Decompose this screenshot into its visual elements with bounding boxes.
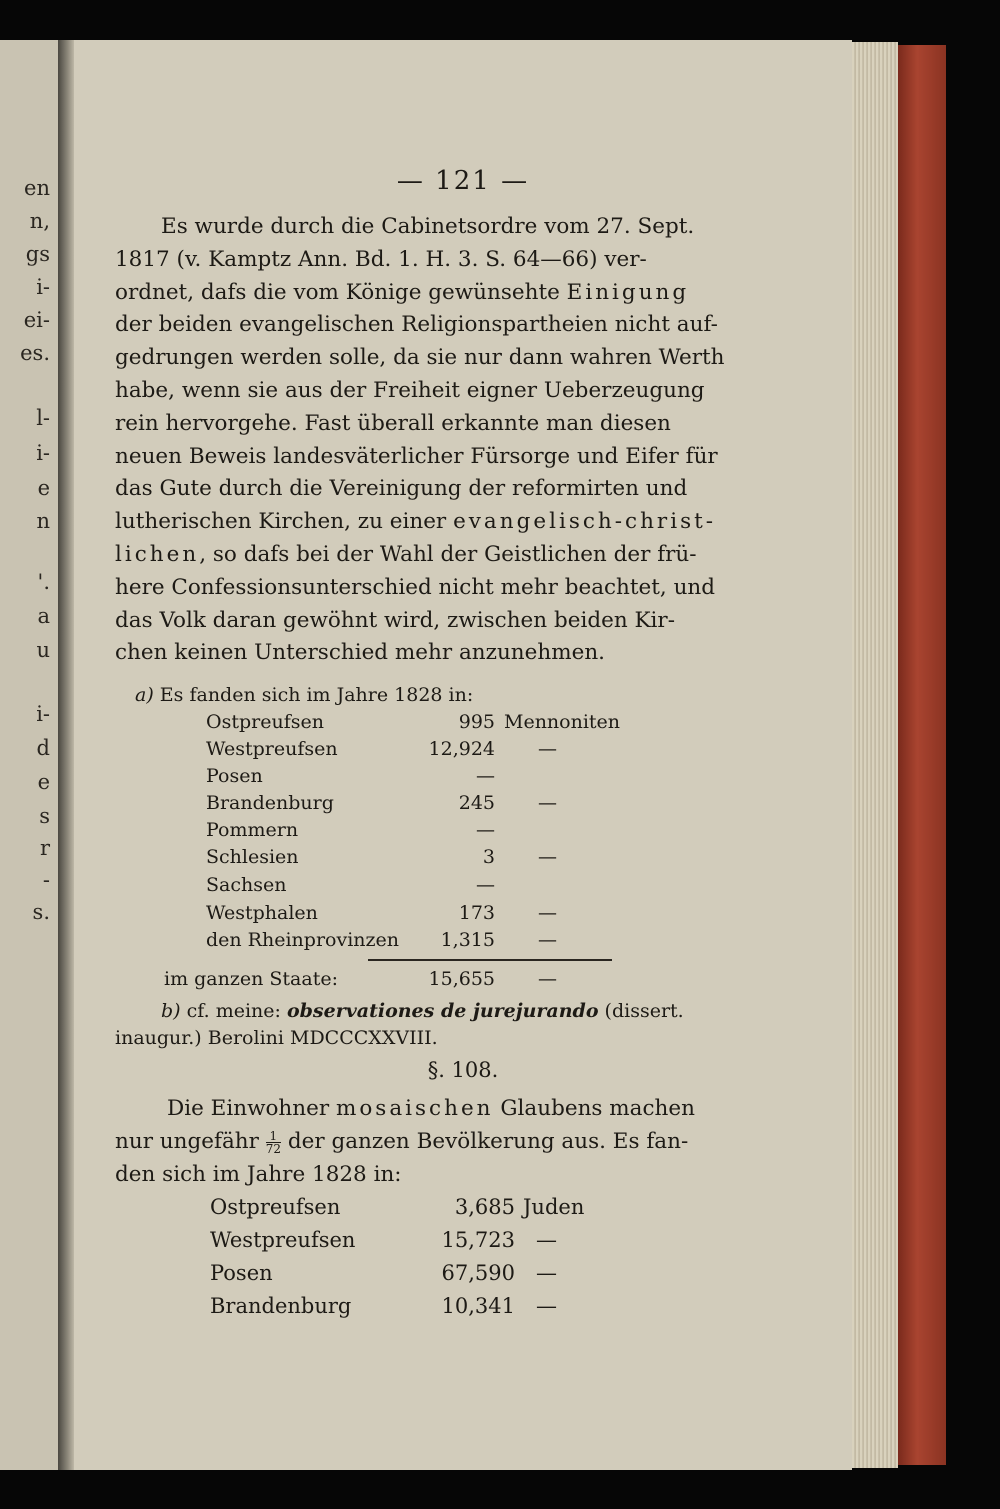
note-text: Es fanden sich im Jahre 1828 in: bbox=[159, 684, 474, 706]
unit-cell: — bbox=[538, 846, 557, 868]
unit-cell: — bbox=[538, 902, 557, 924]
count-cell: — bbox=[476, 819, 495, 841]
left-fragment: e bbox=[37, 476, 50, 500]
province-cell: Sachsen bbox=[206, 874, 287, 896]
count-cell: 173 bbox=[458, 902, 495, 924]
unit-cell: — bbox=[536, 1228, 557, 1252]
count-cell: 3 bbox=[482, 846, 495, 868]
table-row bbox=[206, 763, 706, 790]
left-fragment: i- bbox=[36, 275, 50, 299]
count-cell: 1,315 bbox=[440, 929, 495, 951]
table-row bbox=[210, 1257, 710, 1290]
province-cell: Ostpreufsen bbox=[206, 711, 324, 733]
spaced-word: evangelisch-christ- bbox=[453, 509, 717, 535]
province-cell: Pommern bbox=[206, 819, 299, 841]
text-line: neuen Beweis landesväterlicher Fürsorge und Eifer für bbox=[115, 443, 718, 469]
note-b-line-2: inaugur.) Berolini MDCCCXXVIII. bbox=[115, 1027, 438, 1049]
left-fragment: r bbox=[39, 836, 50, 860]
left-fragment: a bbox=[37, 604, 50, 628]
left-fragment: d bbox=[36, 736, 50, 760]
sum-rule bbox=[368, 959, 612, 961]
note-b bbox=[115, 998, 741, 1052]
unit-cell: — bbox=[536, 1261, 557, 1285]
note-marker: a) bbox=[135, 684, 154, 706]
text-line: chen keinen Unterschied mehr anzunehmen. bbox=[115, 640, 606, 666]
unit-cell: Juden bbox=[523, 1195, 585, 1219]
table-row bbox=[206, 736, 706, 763]
table-row bbox=[210, 1224, 710, 1257]
book-cover bbox=[898, 45, 946, 1465]
count-cell: 10,341 bbox=[441, 1294, 515, 1318]
note-text: cf. meine: bbox=[186, 1000, 287, 1022]
count-cell: 3,685 bbox=[454, 1195, 515, 1219]
left-fragment: i- bbox=[36, 702, 50, 726]
table-row bbox=[210, 1191, 710, 1224]
text-line: Es wurde durch die Cabinetsordre vom 27. Sept. bbox=[161, 214, 695, 239]
count-cell: 995 bbox=[458, 711, 495, 733]
table-row bbox=[206, 709, 706, 736]
text-line: 1817 (v. Kamptz Ann. Bd. 1. H. 3. S. 64—66) ver- bbox=[115, 246, 647, 272]
text-line: der beiden evangelischen Religionspartheien nicht auf- bbox=[115, 312, 718, 338]
text-line: Die Einwohner mosaischen Glaubens machen bbox=[167, 1096, 695, 1121]
unit-cell: — bbox=[538, 792, 557, 814]
text-line: here Confessionsunterschied nicht mehr beachtet, und bbox=[115, 574, 716, 600]
note-b-line-1 bbox=[115, 998, 741, 1025]
text-line: das Volk daran gewöhnt wird, zwischen beiden Kir- bbox=[115, 607, 675, 633]
table-row bbox=[206, 817, 706, 844]
text-line: das Gute durch die Vereinigung der reformirten und bbox=[115, 476, 688, 502]
table-row bbox=[206, 927, 706, 954]
count-cell: 12,924 bbox=[428, 738, 495, 760]
province-cell: Westphalen bbox=[206, 902, 318, 924]
book-gutter bbox=[58, 40, 74, 1470]
left-fragment: s. bbox=[32, 900, 50, 924]
table-row bbox=[210, 1290, 710, 1323]
table-row bbox=[206, 844, 706, 871]
province-cell: Brandenburg bbox=[210, 1294, 352, 1318]
left-fragment: n, bbox=[29, 209, 50, 233]
text-line: gedrungen werden solle, da sie nur dann wahren Werth bbox=[115, 345, 725, 371]
left-fragment: s bbox=[39, 804, 50, 828]
page-header: — 121 — bbox=[396, 166, 530, 196]
province-cell: den Rheinprovinzen bbox=[206, 929, 400, 951]
table-row bbox=[206, 900, 706, 927]
unit-cell: Mennoniten bbox=[504, 711, 621, 733]
left-fragment: n bbox=[36, 509, 50, 533]
province-cell: Ostpreufsen bbox=[210, 1195, 341, 1219]
text-line: lutherischen Kirchen, zu einer evangelisch-christ- bbox=[115, 509, 717, 535]
left-fragment: e bbox=[37, 770, 50, 794]
text-line: rein hervorgehe. Fast überall erkannte man diesen bbox=[115, 410, 671, 436]
paragraph-2 bbox=[115, 1092, 741, 1191]
fraction: $\frac{1}{72}$ bbox=[265, 1128, 282, 1156]
table-row bbox=[206, 790, 706, 817]
total-unit: — bbox=[538, 968, 557, 990]
work-title: observationes de jurejurando bbox=[286, 1000, 599, 1022]
province-cell: Brandenburg bbox=[206, 792, 334, 814]
total-label: im ganzen Staate: bbox=[164, 968, 338, 990]
note-a-intro bbox=[115, 682, 741, 709]
province-cell: Posen bbox=[206, 765, 263, 787]
count-cell: 67,590 bbox=[441, 1261, 515, 1285]
spaced-word: mosaischen bbox=[335, 1096, 494, 1121]
province-cell: Westpreufsen bbox=[206, 738, 338, 760]
text-line: den sich im Jahre 1828 in: bbox=[115, 1162, 402, 1187]
left-fragment: i- bbox=[36, 441, 50, 465]
spaced-word: lichen bbox=[115, 541, 200, 567]
left-fragment: gs bbox=[25, 242, 50, 266]
paragraph-1 bbox=[115, 211, 741, 670]
text-line: habe, wenn sie aus der Freiheit eigner Ueberzeugung bbox=[115, 377, 705, 403]
note-marker: b) bbox=[161, 1000, 181, 1022]
right-page bbox=[74, 40, 852, 1470]
left-fragment: l- bbox=[36, 406, 50, 430]
section-heading: §. 108. bbox=[427, 1058, 499, 1082]
left-fragment: ei- bbox=[23, 308, 50, 332]
total-count: 15,655 bbox=[428, 968, 495, 990]
text-line: ordnet, dafs die vom Könige gewünsehte Einigung bbox=[115, 279, 690, 305]
unit-cell: — bbox=[536, 1294, 557, 1318]
total-row bbox=[164, 966, 704, 993]
unit-cell: — bbox=[538, 738, 557, 760]
text-line: nur ungefähr $\frac{1}{72}$ der ganzen Bevölkerung aus. Es fan- bbox=[115, 1128, 689, 1156]
table-row bbox=[206, 872, 706, 899]
spaced-word: Einigung bbox=[566, 279, 690, 305]
count-cell: — bbox=[476, 874, 495, 896]
province-cell: Westpreufsen bbox=[210, 1228, 356, 1252]
left-fragment: - bbox=[42, 868, 50, 892]
note-text: (dissert. bbox=[598, 1000, 684, 1022]
text-line: lichen, so dafs bei der Wahl der Geistlichen der frü- bbox=[115, 541, 697, 567]
count-cell: 245 bbox=[458, 792, 495, 814]
left-fragment: es. bbox=[20, 341, 50, 365]
unit-cell: — bbox=[538, 929, 557, 951]
province-cell: Posen bbox=[210, 1261, 273, 1285]
count-cell: 15,723 bbox=[441, 1228, 515, 1252]
count-cell: — bbox=[476, 765, 495, 787]
page-edges bbox=[852, 42, 898, 1468]
left-fragment: en bbox=[24, 176, 50, 200]
province-cell: Schlesien bbox=[206, 846, 299, 868]
left-fragment: u bbox=[36, 638, 50, 662]
left-fragment: '. bbox=[37, 570, 50, 594]
